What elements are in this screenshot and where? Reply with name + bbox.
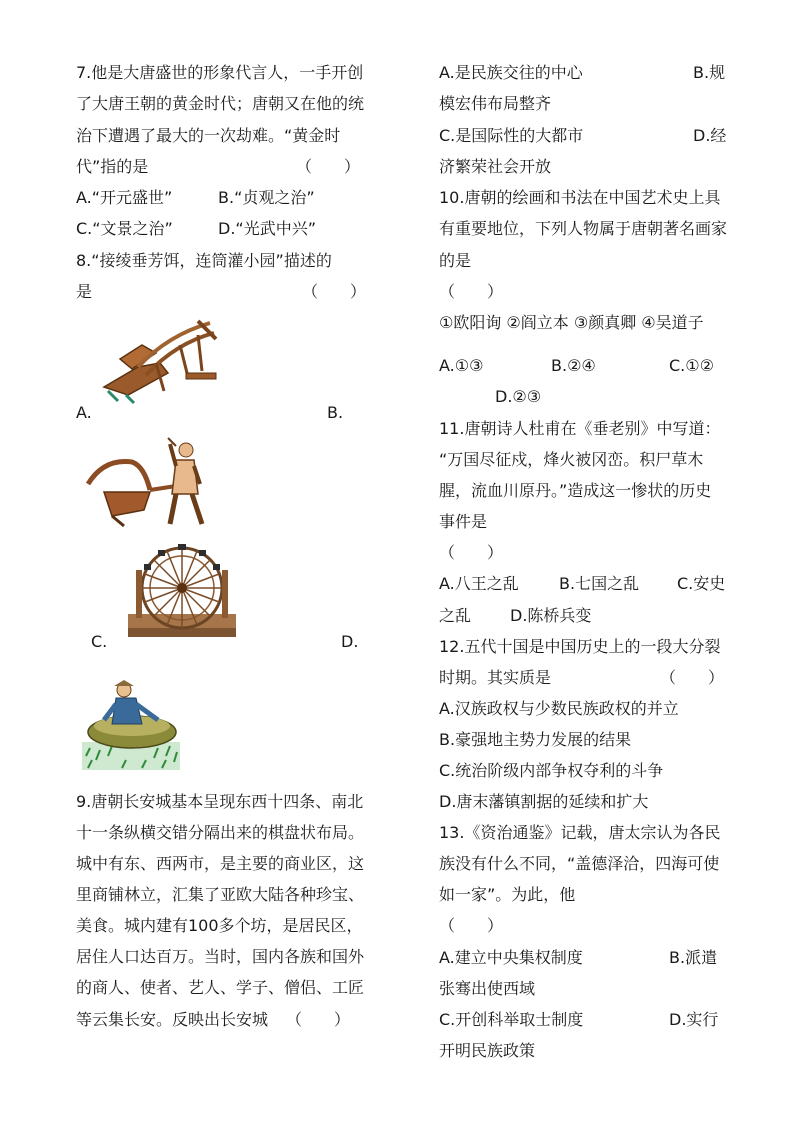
q11-option-a: A.八王之乱 (439, 574, 519, 593)
image-plowing-figure (84, 436, 210, 528)
q8-option-b-label: B. (327, 403, 344, 422)
q10-stem-line-3: 的是 (439, 251, 472, 270)
q7-stem-line-3: 治下遭遇了最大的一次劫难。“黄金时 (76, 126, 341, 145)
q13-option-c: C.开创科举取士制度 (439, 1010, 584, 1029)
q9-option-a: A.是民族交往的中心 (439, 63, 583, 82)
q9-stem-line-4: 里商铺林立，汇集了亚欧大陆各种珍宝、 (76, 885, 365, 904)
q9-option-b: B.规 (693, 63, 726, 82)
q9-stem-line-6: 居住人口达百万。当时，国内各族和国外 (76, 947, 365, 966)
q13-option-b: B.派遣 (669, 948, 718, 967)
q12-stem-line-1: 12.五代十国是中国历史上的一段大分裂 (439, 637, 721, 656)
q9-stem-line-1: 9.唐朝长安城基本呈现东西十四条、南北 (76, 792, 364, 811)
q11-stem-line-2: “万国尽征戍，烽火被冈峦。积尸草木 (439, 450, 704, 469)
q9-stem-line-5: 美食。城内建有100多个坊，是居民区， (76, 916, 363, 935)
q8-option-a-label: A. (76, 403, 92, 422)
q13-answer-paren: （ ） (439, 916, 504, 935)
q13-stem-line-3: 如一家”。为此，他 (439, 885, 576, 904)
q11-answer-paren: （ ） (439, 543, 504, 562)
q7-option-c: C.“文景之治” (76, 219, 173, 238)
q13-option-d: D.实行 (669, 1010, 719, 1029)
q13-stem-line-2: 族没有什么不同，“盖德泽洽，四海可使 (439, 854, 720, 873)
q8-stem-line-1: 8.“接绫垂芳饵，连筒灌小园”描述的 (76, 251, 332, 270)
q10-stem-line-1: 10.唐朝的绘画和书法在中国艺术史上具 (439, 188, 721, 207)
image-curved-plow (98, 315, 220, 405)
q9-stem-line-2: 十一条纵横交错分隔出来的棋盘状布局。 (76, 823, 365, 842)
image-tub-boat (82, 676, 180, 770)
q7-option-b: B.“贞观之治” (218, 188, 315, 207)
q9-option-d-cont: 济繁荣社会开放 (439, 157, 552, 176)
q11-stem-line-3: 腥，流血川原丹。”造成这一惨状的历史 (439, 481, 712, 500)
q9-stem-line-3: 城中有东、西两市，是主要的商业区，这 (76, 854, 365, 873)
q13-option-a: A.建立中央集权制度 (439, 948, 583, 967)
q10-items: ①欧阳询 ②阎立本 ③颜真卿 ④吴道子 (439, 313, 704, 332)
q11-option-c-cont: 之乱 (439, 606, 472, 625)
q9-option-b-cont: 模宏伟布局整齐 (439, 94, 552, 113)
q11-option-d: D.陈桥兵变 (510, 606, 592, 625)
q10-option-a: A.①③ (439, 356, 484, 375)
q12-stem-line-2: 时期。其实质是 (439, 668, 552, 687)
q8-option-c-label: C. (91, 632, 108, 651)
q7-stem-line-1: 7.他是大唐盛世的形象代言人，一手开创 (76, 63, 364, 82)
q10-answer-paren: （ ） (439, 282, 504, 301)
q12-option-a: A.汉族政权与少数民族政权的并立 (439, 699, 679, 718)
q13-option-d-cont: 开明民族政策 (439, 1041, 536, 1060)
q9-answer-paren: （ ） (286, 1010, 351, 1029)
q10-option-c: C.①② (669, 356, 714, 375)
q8-option-d-label: D. (341, 632, 359, 651)
q11-option-c: C.安史 (677, 574, 726, 593)
q10-option-d: D.②③ (495, 387, 542, 406)
q11-option-b: B.七国之乱 (559, 574, 640, 593)
q7-stem-line-4: 代”指的是 (76, 157, 149, 176)
q9-stem-line-8: 等云集长安。反映出长安城 (76, 1010, 269, 1029)
q9-stem-line-7: 的商人、使者、艺人、学子、僧侣、工匠 (76, 978, 365, 997)
q7-answer-paren: （ ） (296, 157, 361, 176)
q12-option-c: C.统治阶级内部争权夺利的斗争 (439, 761, 664, 780)
q12-option-d: D.唐末藩镇割据的延续和扩大 (439, 792, 649, 811)
q10-option-b: B.②④ (551, 356, 596, 375)
q8-stem-line-2: 是 (76, 282, 93, 301)
image-water-wheel (128, 544, 236, 637)
q7-option-d: D.“光武中兴” (218, 219, 316, 238)
q11-stem-line-1: 11.唐朝诗人杜甫在《垂老别》中写道： (439, 419, 721, 438)
q11-stem-line-4: 事件是 (439, 512, 488, 531)
q7-stem-line-2: 了大唐王朝的黄金时代；唐朝又在他的统 (76, 94, 365, 113)
q13-stem-line-1: 13.《资治通鉴》记载，唐太宗认为各民 (439, 823, 721, 842)
q8-answer-paren: （ ） (302, 282, 367, 301)
q12-answer-paren: （ ） (660, 668, 725, 687)
q13-option-b-cont: 张骞出使西域 (439, 979, 536, 998)
q7-option-a: A.“开元盛世” (76, 188, 173, 207)
q9-option-c: C.是国际性的大都市 (439, 126, 584, 145)
q10-stem-line-2: 有重要地位，下列人物属于唐朝著名画家 (439, 219, 728, 238)
q9-option-d: D.经 (693, 126, 727, 145)
q12-option-b: B.豪强地主势力发展的结果 (439, 730, 632, 749)
